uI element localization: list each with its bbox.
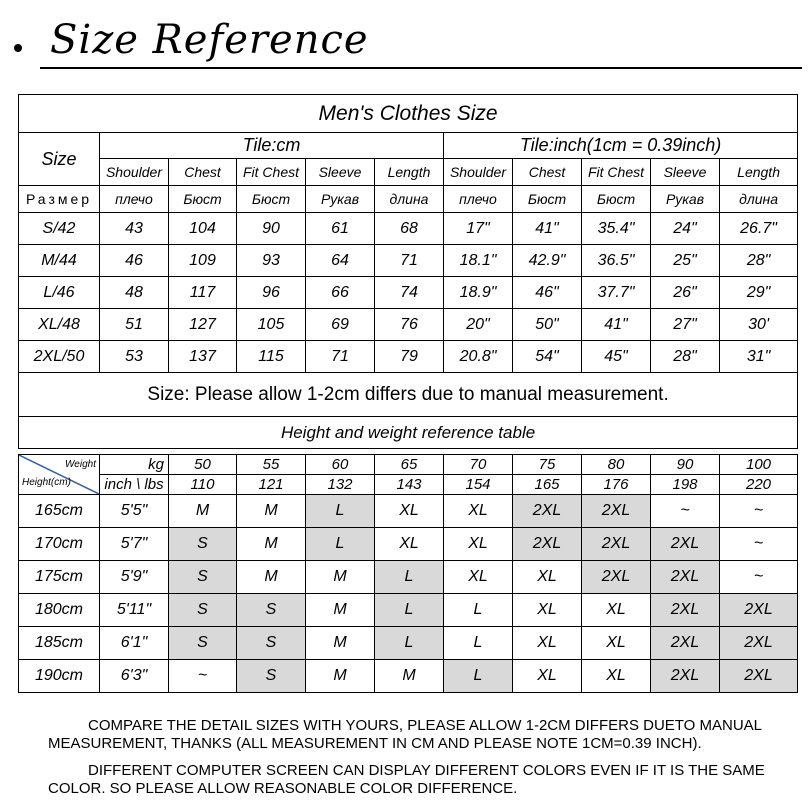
inch-value-cell: 31" (720, 341, 798, 373)
cm-value-cell: 115 (237, 341, 306, 373)
lbs-header-cell: 165 (513, 475, 582, 495)
inch-group-header: Tile:inch(1cm = 0.39inch) (444, 133, 798, 159)
size-recommendation-cell: L (444, 660, 513, 693)
cm-value-cell: 46 (100, 245, 169, 277)
size-recommendation-cell: XL (375, 495, 444, 528)
height-weight-table (18, 454, 798, 693)
bullet-dot (14, 44, 22, 52)
measure-column-header-ru: Рукав (651, 186, 720, 213)
size-recommendation-cell: 2XL (651, 594, 720, 627)
table-row (19, 245, 798, 277)
size-recommendation-cell: XL (513, 660, 582, 693)
size-recommendation-cell: L (306, 528, 375, 561)
note-row (19, 373, 798, 417)
size-chart-table (18, 94, 798, 449)
size-recommendation-cell: M (237, 528, 306, 561)
measure-column-header: Chest (169, 159, 237, 186)
inch-value-cell: 26.7" (720, 213, 798, 245)
size-recommendation-cell: 2XL (651, 561, 720, 594)
size-recommendation-cell: XL (375, 528, 444, 561)
size-recommendation-cell: ~ (720, 528, 798, 561)
measure-column-header: Length (375, 159, 444, 186)
size-recommendation-cell: XL (444, 528, 513, 561)
table-row (19, 495, 798, 528)
size-cell: M/44 (19, 245, 100, 277)
measure-column-header-ru: плечо (100, 186, 169, 213)
height-cm-cell: 180cm (19, 594, 100, 627)
size-recommendation-cell: M (306, 594, 375, 627)
table-row (19, 213, 798, 245)
size-recommendation-cell: S (237, 660, 306, 693)
kg-header-cell: 75 (513, 455, 582, 475)
measure-column-header-ru: Бюст (237, 186, 306, 213)
measure-column-header-ru: длина (720, 186, 798, 213)
inch-value-cell: 50" (513, 309, 582, 341)
kg-header-cell: 90 (651, 455, 720, 475)
size-recommendation-cell: L (444, 627, 513, 660)
size-recommendation-cell: S (169, 627, 237, 660)
size-recommendation-cell: 2XL (582, 495, 651, 528)
table-row (19, 528, 798, 561)
cm-value-cell: 105 (237, 309, 306, 341)
kg-header-cell: 100 (720, 455, 798, 475)
measure-column-header-ru: Бюст (582, 186, 651, 213)
table-row (19, 561, 798, 594)
size-recommendation-cell: M (237, 561, 306, 594)
height-cm-cell: 170cm (19, 528, 100, 561)
inch-value-cell: 42.9" (513, 245, 582, 277)
kg-header-cell: 65 (375, 455, 444, 475)
measure-column-header: Fit Chest (582, 159, 651, 186)
measure-column-header-ru: Бюст (513, 186, 582, 213)
weight-height-corner (19, 455, 100, 495)
kg-header-cell: 60 (306, 455, 375, 475)
kg-header-cell: 50 (169, 455, 237, 475)
page-header (0, 0, 812, 80)
size-recommendation-cell: S (169, 561, 237, 594)
kg-header-cell: 70 (444, 455, 513, 475)
height-inch-cell: 5'11" (100, 594, 169, 627)
inch-value-cell: 35.4" (582, 213, 651, 245)
cm-value-cell: 69 (306, 309, 375, 341)
measure-column-header-ru: плечо (444, 186, 513, 213)
size-recommendation-cell: 2XL (651, 528, 720, 561)
table-row (19, 309, 798, 341)
cm-value-cell: 53 (100, 341, 169, 373)
size-recommendation-cell: 2XL (720, 594, 798, 627)
inch-value-cell: 41" (582, 309, 651, 341)
size-recommendation-cell: M (375, 660, 444, 693)
inch-value-cell: 37.7" (582, 277, 651, 309)
kg-header-cell: 80 (582, 455, 651, 475)
cm-value-cell: 76 (375, 309, 444, 341)
cm-value-cell: 68 (375, 213, 444, 245)
cm-value-cell: 66 (306, 277, 375, 309)
size-recommendation-cell: 2XL (513, 528, 582, 561)
measure-column-header: Shoulder (444, 159, 513, 186)
cm-value-cell: 43 (100, 213, 169, 245)
table-row (19, 627, 798, 660)
size-recommendation-cell: L (375, 594, 444, 627)
inch-value-cell: 18.9" (444, 277, 513, 309)
size-recommendation-cell: XL (582, 660, 651, 693)
cm-value-cell: 51 (100, 309, 169, 341)
table-row (19, 660, 798, 693)
size-column-header: Size (19, 133, 100, 186)
inch-value-cell: 18.1" (444, 245, 513, 277)
size-cell: 2XL/50 (19, 341, 100, 373)
size-recommendation-cell: M (169, 495, 237, 528)
inch-value-cell: 45" (582, 341, 651, 373)
note-color: DIFFERENT COMPUTER SCREEN CAN DISPLAY DIFFERENT COLORS EVEN IF IT IS THE SAME COLOR. SO PLEASE ALLOW REASONABLE COLOR DIFFERENCE. (48, 762, 765, 797)
height-cm-cell: 185cm (19, 627, 100, 660)
lbs-header-cell: 121 (237, 475, 306, 495)
cm-value-cell: 90 (237, 213, 306, 245)
cm-value-cell: 137 (169, 341, 237, 373)
height-inch-cell: 6'1" (100, 627, 169, 660)
size-recommendation-cell: M (306, 561, 375, 594)
size-chart-title: Men's Clothes Size (19, 95, 798, 133)
size-recommendation-cell: L (444, 594, 513, 627)
note-measurement: COMPARE THE DETAIL SIZES WITH YOURS, PLEASE ALLOW 1-2CM DIFFERS DUETO MANUAL MEASUREMENT, THANKS (ALL MEASUREMENT IN CM AND PLEASE NOTE 1CM=0.39 INCH). (48, 717, 762, 752)
height-cm-cell: 175cm (19, 561, 100, 594)
lbs-header-cell: 176 (582, 475, 651, 495)
height-inch-cell: 6'3" (100, 660, 169, 693)
cm-value-cell: 74 (375, 277, 444, 309)
inch-value-cell: 28" (651, 341, 720, 373)
height-cm-cell: 165cm (19, 495, 100, 528)
disclaimer-notes (48, 717, 788, 807)
inch-value-cell: 30' (720, 309, 798, 341)
height-axis-label: Height(cm) (22, 477, 71, 488)
size-recommendation-cell: L (306, 495, 375, 528)
height-inch-cell: 5'5" (100, 495, 169, 528)
size-recommendation-cell: 2XL (582, 561, 651, 594)
size-recommendation-cell: 2XL (720, 660, 798, 693)
size-recommendation-cell: XL (513, 627, 582, 660)
size-recommendation-cell: S (237, 594, 306, 627)
table-row (19, 594, 798, 627)
inch-value-cell: 20" (444, 309, 513, 341)
inch-value-cell: 26" (651, 277, 720, 309)
size-recommendation-cell: 2XL (651, 627, 720, 660)
size-recommendation-cell: M (237, 495, 306, 528)
measure-column-header: Sleeve (306, 159, 375, 186)
size-column-header-ru: Размер (19, 186, 100, 213)
cm-value-cell: 93 (237, 245, 306, 277)
measure-column-header-ru: Бюст (169, 186, 237, 213)
lbs-unit-label: inch \ lbs (100, 475, 169, 495)
size-recommendation-cell: M (306, 660, 375, 693)
size-cell: L/46 (19, 277, 100, 309)
cm-value-cell: 109 (169, 245, 237, 277)
measure-column-header-ru: Рукав (306, 186, 375, 213)
inch-value-cell: 54" (513, 341, 582, 373)
size-recommendation-cell: XL (513, 561, 582, 594)
inch-value-cell: 36.5" (582, 245, 651, 277)
inch-value-cell: 29" (720, 277, 798, 309)
size-recommendation-cell: ~ (720, 495, 798, 528)
size-recommendation-cell: S (169, 528, 237, 561)
cm-value-cell: 79 (375, 341, 444, 373)
cm-value-cell: 71 (306, 341, 375, 373)
page-title: Size Reference (50, 17, 369, 63)
measure-column-header: Chest (513, 159, 582, 186)
kg-unit-label: kg (100, 455, 169, 475)
height-inch-cell: 5'7" (100, 528, 169, 561)
size-recommendation-cell: S (237, 627, 306, 660)
measure-column-header: Shoulder (100, 159, 169, 186)
size-recommendation-cell: M (306, 627, 375, 660)
kg-header-cell: 55 (237, 455, 306, 475)
cm-value-cell: 48 (100, 277, 169, 309)
height-cm-cell: 190cm (19, 660, 100, 693)
height-inch-cell: 5'9" (100, 561, 169, 594)
inch-value-cell: 24" (651, 213, 720, 245)
table-row (19, 277, 798, 309)
size-recommendation-cell: 2XL (582, 528, 651, 561)
inch-value-cell: 28" (720, 245, 798, 277)
size-recommendation-cell: ~ (720, 561, 798, 594)
cm-group-header: Tile:cm (100, 133, 444, 159)
size-recommendation-cell: 2XL (720, 627, 798, 660)
measure-column-header: Length (720, 159, 798, 186)
measure-column-header-ru: длина (375, 186, 444, 213)
size-recommendation-cell: ~ (651, 495, 720, 528)
measure-column-header: Sleeve (651, 159, 720, 186)
lbs-header-cell: 220 (720, 475, 798, 495)
measurement-note: Size: Please allow 1-2cm differs due to manual measurement. (19, 373, 798, 417)
cm-value-cell: 96 (237, 277, 306, 309)
lbs-header-cell: 110 (169, 475, 237, 495)
size-recommendation-cell: ~ (169, 660, 237, 693)
inch-value-cell: 46" (513, 277, 582, 309)
header-underline (40, 67, 802, 69)
cm-value-cell: 64 (306, 245, 375, 277)
inch-value-cell: 25" (651, 245, 720, 277)
size-recommendation-cell: 2XL (651, 660, 720, 693)
lbs-header-cell: 132 (306, 475, 375, 495)
hw-title-row (19, 417, 798, 449)
lbs-header-cell: 154 (444, 475, 513, 495)
size-recommendation-cell: XL (582, 594, 651, 627)
cm-value-cell: 104 (169, 213, 237, 245)
inch-value-cell: 17" (444, 213, 513, 245)
cm-value-cell: 127 (169, 309, 237, 341)
size-recommendation-cell: 2XL (513, 495, 582, 528)
inch-value-cell: 41" (513, 213, 582, 245)
size-recommendation-cell: XL (444, 561, 513, 594)
inch-value-cell: 27" (651, 309, 720, 341)
size-cell: XL/48 (19, 309, 100, 341)
hw-table-title: Height and weight reference table (19, 417, 798, 449)
inch-value-cell: 20.8" (444, 341, 513, 373)
measure-column-header: Fit Chest (237, 159, 306, 186)
size-recommendation-cell: L (375, 561, 444, 594)
size-recommendation-cell: XL (444, 495, 513, 528)
cm-value-cell: 71 (375, 245, 444, 277)
size-cell: S/42 (19, 213, 100, 245)
cm-value-cell: 61 (306, 213, 375, 245)
size-recommendation-cell: XL (582, 627, 651, 660)
size-recommendation-cell: S (169, 594, 237, 627)
size-recommendation-cell: L (375, 627, 444, 660)
size-recommendation-cell: XL (513, 594, 582, 627)
cm-value-cell: 117 (169, 277, 237, 309)
table-row (19, 341, 798, 373)
lbs-header-cell: 143 (375, 475, 444, 495)
weight-axis-label: Weight (65, 459, 96, 470)
lbs-header-cell: 198 (651, 475, 720, 495)
